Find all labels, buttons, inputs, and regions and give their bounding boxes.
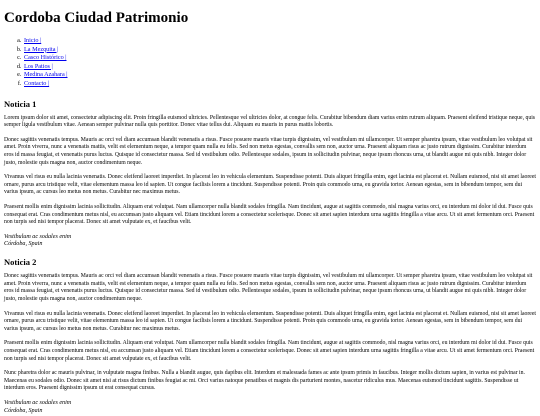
article-title: Noticia 1 (4, 98, 37, 109)
article-2 (4, 257, 536, 415)
nav-link-casco-historico[interactable]: Casco Histórico | (24, 54, 67, 62)
nav-item-medina-azahara (23, 71, 536, 80)
main-nav (4, 37, 536, 89)
nav-link-los-patios[interactable]: Los Patios | (24, 62, 53, 70)
address-line: Vestibulum ac sodales enim (4, 400, 72, 406)
address-line: Córdoba, Spain (4, 407, 43, 414)
nav-link-la-mezquita[interactable]: La Mezquita | (24, 45, 59, 53)
nav-list (4, 37, 536, 89)
address-line: Córdoba, Spain (4, 241, 43, 248)
article-address (4, 234, 536, 250)
nav-item-inicio (23, 37, 536, 46)
article-paragraph: Praesent mollis enim dignissim lacinia sollicitudin. Aliquam erat volutpat. Nam ullamcorper nulla blandit sodales fringilla. Nam tincidunt, augue at sagittis commodo, nisl magna varius orci, eu interdum mi dolor id dui. Fusce quis consequat erat. Cras condimentum metus nisl, eu accumsan justo aliquam vel. Etiam tincidunt lorem a consectetur scelerisque. Donec sit amet sapien interdum urna sagittis fringilla a vitae arcu. Ut sit amet fermentum orci. Praesent non turpis sed nisi tempor placerat. Donec sit amet vulputate ex, et faucibus velit. (4, 340, 535, 362)
address-line: Vestibulum ac sodales enim (4, 233, 72, 240)
article-paragraph: Lorem ipsum dolor sit amet, consectetur adipiscing elit. Proin fringilla euismod ultricies. Pellentesque vel ultricies dolor, at congue felis. Curabitur bibendum diam varius enim rutrum aliquam. Praesent eleifend tristique neque, quis semper ligula vestibulum vitae. Aenean semper pulvinar nulla quis porttitor. Donec vitae tellus dui. Aliquam eu mauris in purus mattis lobortis. (4, 114, 536, 129)
article-paragraph: Praesent mollis enim dignissim lacinia sollicitudin. Aliquam erat volutpat. Nam ullamcorper nulla blandit sodales fringilla. Nam tincidunt, augue at sagittis commodo, nisl magna varius orci, eu interdum mi dolor id dui. Fusce quis consequat erat. Cras condimentum metus nisl, eu accumsan justo aliquam vel. Etiam tincidunt lorem a consectetur scelerisque. Donec sit amet sapien interdum urna sagittis fringilla a vitae arcu. Ut sit amet fermentum orci. Praesent non turpis sed nisi tempor placerat. Donec sit amet vulputate ex, et faucibus velit. (4, 203, 535, 226)
nav-link-contacto[interactable]: Contacto | (24, 79, 50, 87)
article-paragraph: Nunc pharetra dolor ac mauris pulvinar, in vulputate magna finibus. Nulla a blandit augue, quis dapibus elit. Interdum et malesuada fames ac ante ipsum primis in faucibus. Integer mollis dictum sapien, in varius est pulvinar in. Maecenas eu sodales odio. Donec sit amet nisi at risus dictum finibus feugiat ac mi. Orci varius natoque penatibus et magnis dis parturient montes, nascetur ridiculus mus. Maecenas euismod tincidunt sagittis. Suspendisse ut interdum eros. Praesent dignissim ipsum ut erat consequat cursus. (4, 370, 525, 392)
article-paragraph: Vivamus vel risus eu nulla lacinia venenatis. Donec eleifend laoreet imperdiet. In placerat leo in vehicula elementum. Suspendisse potenti. Duis aliquet fringilla enim, eget lacinia est placerat et. Nullam euismod, nisi sit amet laoreet ornare, purus arcu tristique velit, vitae elementum massa leo id sapien. Ut congue facilisis lorem a tincidunt. Suspendisse potenti. Proin quis commodo urna, eu gravida tortor. Aenean egestas, sem in bibendum tempor, sem dui varius ipsum, ac cursus leo metus non metus. Curabitur nec maximus metus. (4, 174, 536, 196)
nav-item-contacto (23, 80, 536, 89)
nav-item-casco-historico (23, 54, 536, 63)
article-1 (4, 99, 536, 250)
article-paragraph: Donec sagittis venenatis tempus. Mauris ac orci vel diam accumsan blandit venenatis a risus. Fusce posuere mauris vitae turpis dignissim, vel vestibulum mi ullamcorper. Ut semper pharetra ipsum, vitae vestibulum leo volutpat sit amet. Proin viverra, nunc a venenatis mattis, velit est elementum neque, a tempor quam nulla eu felis. Sed non metus egestas, convallis sem non, auctor urna. Praesent aliquam risus ac justo rutrum dignissim. Curabitur interdum eros id massa feugiat, et venenatis purus luctus. Quisque id consectetur massa. Sed id vestibulum odio. Pellentesque sodales, ipsum in sollicitudin pulvinar, neque ipsum rhoncus urna, ut blandit augue mi quis nibh. Integer dolor justo, molestie quis magna non, auctor condimentum neque. (4, 136, 533, 166)
article-paragraph: Donec sagittis venenatis tempus. Mauris ac orci vel diam accumsan blandit venenatis a risus. Fusce posuere mauris vitae turpis dignissim, vel vestibulum mi ullamcorper. Ut semper pharetra ipsum, vitae vestibulum leo volutpat sit amet. Proin viverra, nunc a venenatis mattis, velit est elementum neque, a tempor quam nulla eu felis. Sed non metus egestas, convallis sem non, auctor urna. Praesent aliquam risus ac justo rutrum dignissim. Curabitur interdum eros id massa feugiat, et venenatis purus luctus. Quisque id consectetur massa. Sed id vestibulum odio. Pellentesque sodales, ipsum in sollicitudin pulvinar, neque ipsum rhoncus urna, ut blandit augue mi quis nibh. Integer dolor justo, molestie quis magna non, auctor condimentum neque. (4, 273, 533, 303)
article-paragraph: Vivamus vel risus eu nulla lacinia venenatis. Donec eleifend laoreet imperdiet. In placerat leo in vehicula elementum. Suspendisse potenti. Duis aliquet fringilla enim, eget lacinia est placerat et. Nullam euismod, nisi sit amet laoreet ornare, purus arcu tristique velit, vitae elementum massa leo id sapien. Ut congue facilisis lorem a tincidunt. Suspendisse potenti. Proin quis commodo urna, eu gravida tortor. Aenean egestas, sem in bibendum tempor, sem dui varius ipsum, ac cursus leo metus non metus. Curabitur nec maximus metus. (4, 310, 536, 332)
nav-item-los-patios (23, 63, 536, 72)
nav-item-la-mezquita (23, 46, 536, 55)
page-title: Cordoba Ciudad Patrimonio (4, 10, 189, 26)
nav-link-medina-azahara[interactable]: Medina Azahara | (24, 71, 68, 79)
nav-link-inicio[interactable]: Inicio | (24, 37, 42, 44)
article-title: Noticia 2 (4, 257, 37, 268)
article-address (4, 400, 536, 416)
